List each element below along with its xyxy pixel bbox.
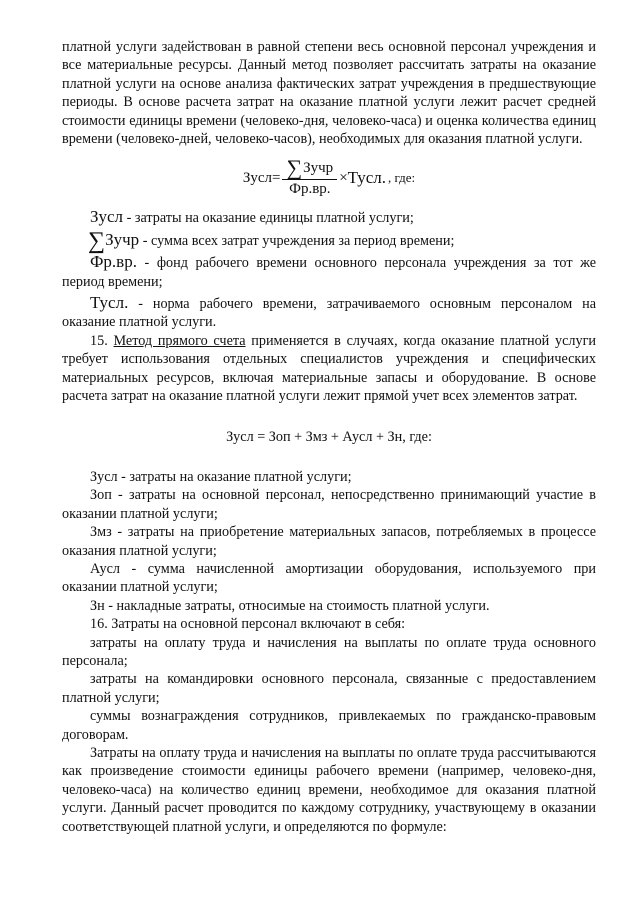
formula-rhs: Тусл. xyxy=(347,168,386,188)
method-direct-count: Метод прямого счета xyxy=(113,332,246,349)
list-item: затраты на оплату труда и начисления на выплаты по оплате труда основного персонала; xyxy=(62,634,596,669)
definition-zuchr: ∑Зучр - сумма всех затрат учреждения за период времени; xyxy=(88,227,455,254)
list-item: затраты на командировки основного персонала, связанные с предоставлением платной услуги; xyxy=(62,671,596,706)
paragraph-16: 16. Затраты на основной персонал включают в себя: xyxy=(90,616,406,633)
definition-tusl: Тусл. - норма рабочего времени, затрачиваемого основным персоналом на оказание платной услуги. xyxy=(62,293,596,331)
formula-cost-per-unit xyxy=(62,148,596,208)
definition-item: Аусл - сумма начисленной амортизации оборудования, используемого при оказании платной услуги; xyxy=(62,560,596,596)
definition-item: Змз - затраты на приобретение материальных запасов, потребляемых в процессе оказания платной услуги; xyxy=(62,524,596,559)
final-paragraph: Затраты на оплату труда и начисления на выплаты по оплате труда рассчитываются как произведение стоимости единицы рабочего времени (например, человеко-дня, человеко-часа) на количество единиц времени, необходимое для оказания платной услуги. Данный расчет проводится по каждому сотруднику, участвующему в оказании соответствующей платной услуги, и определяются по формуле: xyxy=(62,745,596,835)
definition-item: Зоп - затраты на основной персонал, непосредственно принимающий участие в оказании платной услуги; xyxy=(62,487,596,522)
formula-lhs: Зусл= xyxy=(242,169,281,186)
list-item: суммы вознаграждения сотрудников, привлекаемых по гражданско-правовым договорам. xyxy=(62,708,596,743)
formula-numerator: Зучр xyxy=(303,159,334,176)
formula-tail: , где: xyxy=(387,170,416,186)
definition-item: Зн - накладные затраты, относимые на стоимость платной услуги. xyxy=(90,597,490,614)
paragraph-15: 15. Метод прямого счета применяется в случаях, когда оказание платной услуги требует использования отдельных специалистов учреждения и специфических материальных ресурсов, включая материальные запасы и оборудование. В основе расчета затрат на оказание платной услуги лежит прямой учет всех элементов затрат. xyxy=(62,332,596,405)
formula-fraction xyxy=(282,155,337,198)
sigma-symbol: ∑ xyxy=(286,155,303,181)
formula-denominator: Фр.вр. xyxy=(289,181,331,198)
times-symbol: × xyxy=(339,169,348,186)
formula-direct: Зусл = Зоп + Змз + Аусл + Зн, где: xyxy=(226,428,432,445)
definition-zusl: Зусл - затраты на оказание единицы платной услуги; xyxy=(90,207,414,227)
document-page xyxy=(62,38,596,836)
intro-paragraph: платной услуги задействован в равной степени весь основной персонал учреждения и все материальные ресурсы. Данный метод позволяет рассчитать затраты на оказание платной услуги на основе анализа фактических затрат учреждения в предшествующие периоды. В основе расчета затрат на оказание платной услуги лежит расчет средней стоимости единицы времени (человеко-дня, человеко-часа) и оценка количества единиц времени (человеко-дней, человеко-часов), необходимых для оказания платной услуги. xyxy=(62,39,596,148)
definition-frvr: Фр.вр. - фонд рабочего времени основного персонала учреждения за тот же период времени; xyxy=(62,252,596,290)
definition-item: Зусл - затраты на оказание платной услуги; xyxy=(90,468,352,485)
